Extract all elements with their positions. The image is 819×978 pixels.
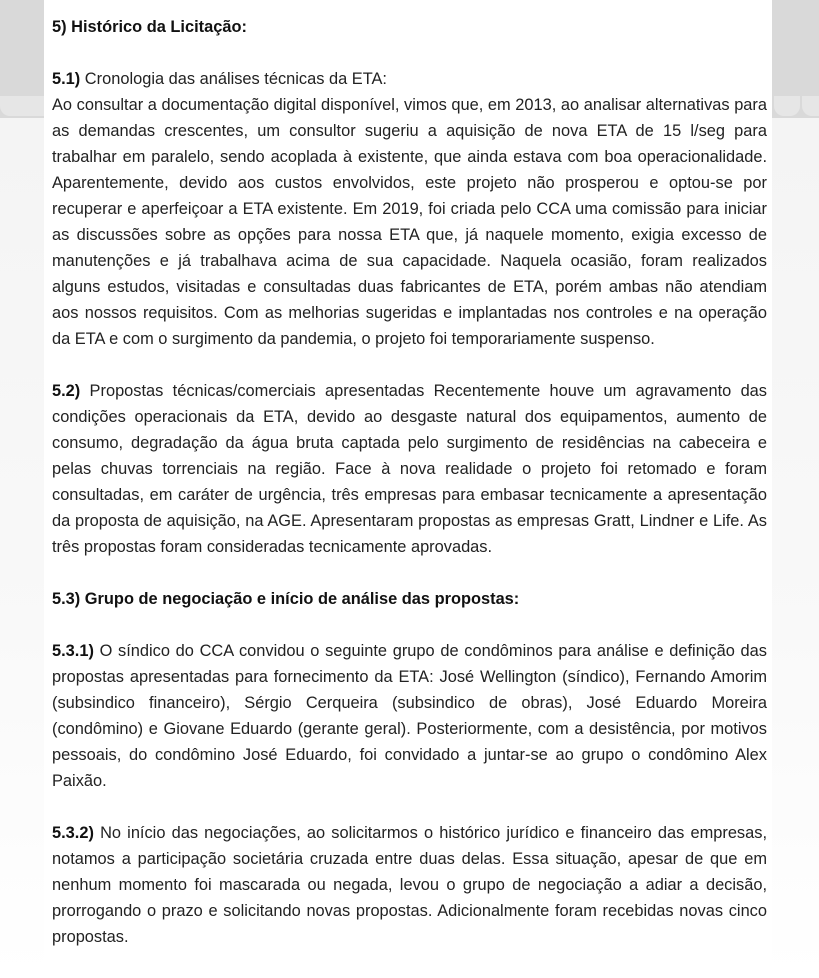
section-5-1 (52, 66, 767, 352)
background-tab-right-edge (802, 96, 819, 116)
section-5-2-number: 5.2) (52, 382, 81, 400)
section-5-1-number: 5.1) (52, 70, 81, 88)
section-5-3-2-body: No início das negociações, ao solicitarmos o histórico jurídico e financeiro das empresas, notamos a participação societária cruzada entre duas delas. Essa situação, apesar de que em nenhum momento foi mascarada ou negada, levou o grupo de negociação a adiar a decisão, prorrogando o prazo e solicitando novas propostas. Adicionalmente foram recebidas novas cinco propostas. (52, 824, 767, 946)
section-5-2-body: Propostas técnicas/comerciais apresentadas Recentemente houve um agravamento das condições operacionais da ETA, devido ao desgaste natural dos equipamentos, aumento de consumo, degradação da água bruta captada pelo surgimento de residências na cabeceira e pelas chuvas torrenciais na região. Face à nova realidade o projeto foi retomado e foram consultadas, em caráter de urgência, três empresas para embasar tecnicamente a apresentação da proposta de aquisição, na AGE. Apresentaram propostas as empresas Gratt, Lindner e Life. As três propostas foram consideradas tecnicamente aprovadas. (52, 382, 767, 556)
section-5-3-2-number: 5.3.2) (52, 824, 94, 842)
section-5-2 (52, 378, 767, 560)
section-5-3-1-body: O síndico do CCA convidou o seguinte grupo de condôminos para análise e definição das propostas apresentadas para fornecimento da ETA: José Wellington (síndico), Fernando Amorim (subsindico financeiro), Sérgio Cerqueira (subsindico de obras), José Eduardo Moreira (condômino) e Giovane Eduardo (gerante geral). Posteriormente, com a desistência, por motivos pessoais, do condômino José Eduardo, foi convidado a juntar-se ao grupo o condômino Alex Paixão. (52, 642, 767, 790)
background-tab-right (774, 96, 800, 116)
section-5-1-body: Ao consultar a documentação digital disponível, vimos que, em 2013, ao analisar alternativas para as demandas crescentes, um consultor sugeriu a aquisição de nova ETA de 15 l/seg para trabalhar em paralelo, sendo acoplada à existente, que ainda estava com boa operacionalidade. Aparentemente, devido aos custos envolvidos, este projeto não prosperou e optou-se por recuperar e aperfeiçoar a ETA existente. Em 2019, foi criada pelo CCA uma comissão para iniciar as discussões sobre as opções para nossa ETA que, já naquele momento, exigia excesso de manutenções e já trabalhava acima de sua capacidade. Naquela ocasião, foram realizados alguns estudos, visitadas e consultadas duas fabricantes de ETA, porém ambas não atendiam aos nossos requisitos. Com as melhorias sugeridas e implantadas nos controles e na operação da ETA e com o surgimento da pandemia, o projeto foi temporariamente suspenso. (52, 96, 767, 348)
document-page (44, 0, 772, 978)
section-5-1-title: Cronologia das análises técnicas da ETA: (80, 70, 387, 88)
section-5-1-title-line (52, 66, 767, 92)
section-heading-5: 5) Histórico da Licitação: (52, 18, 247, 36)
section-5-3-1-number: 5.3.1) (52, 642, 94, 660)
section-5-3-2 (52, 820, 767, 950)
section-heading-5-3: 5.3) Grupo de negociação e início de análise das propostas: (52, 590, 520, 608)
background-tab-left (0, 96, 46, 116)
section-5-3-1 (52, 638, 767, 794)
document-content (52, 14, 767, 976)
